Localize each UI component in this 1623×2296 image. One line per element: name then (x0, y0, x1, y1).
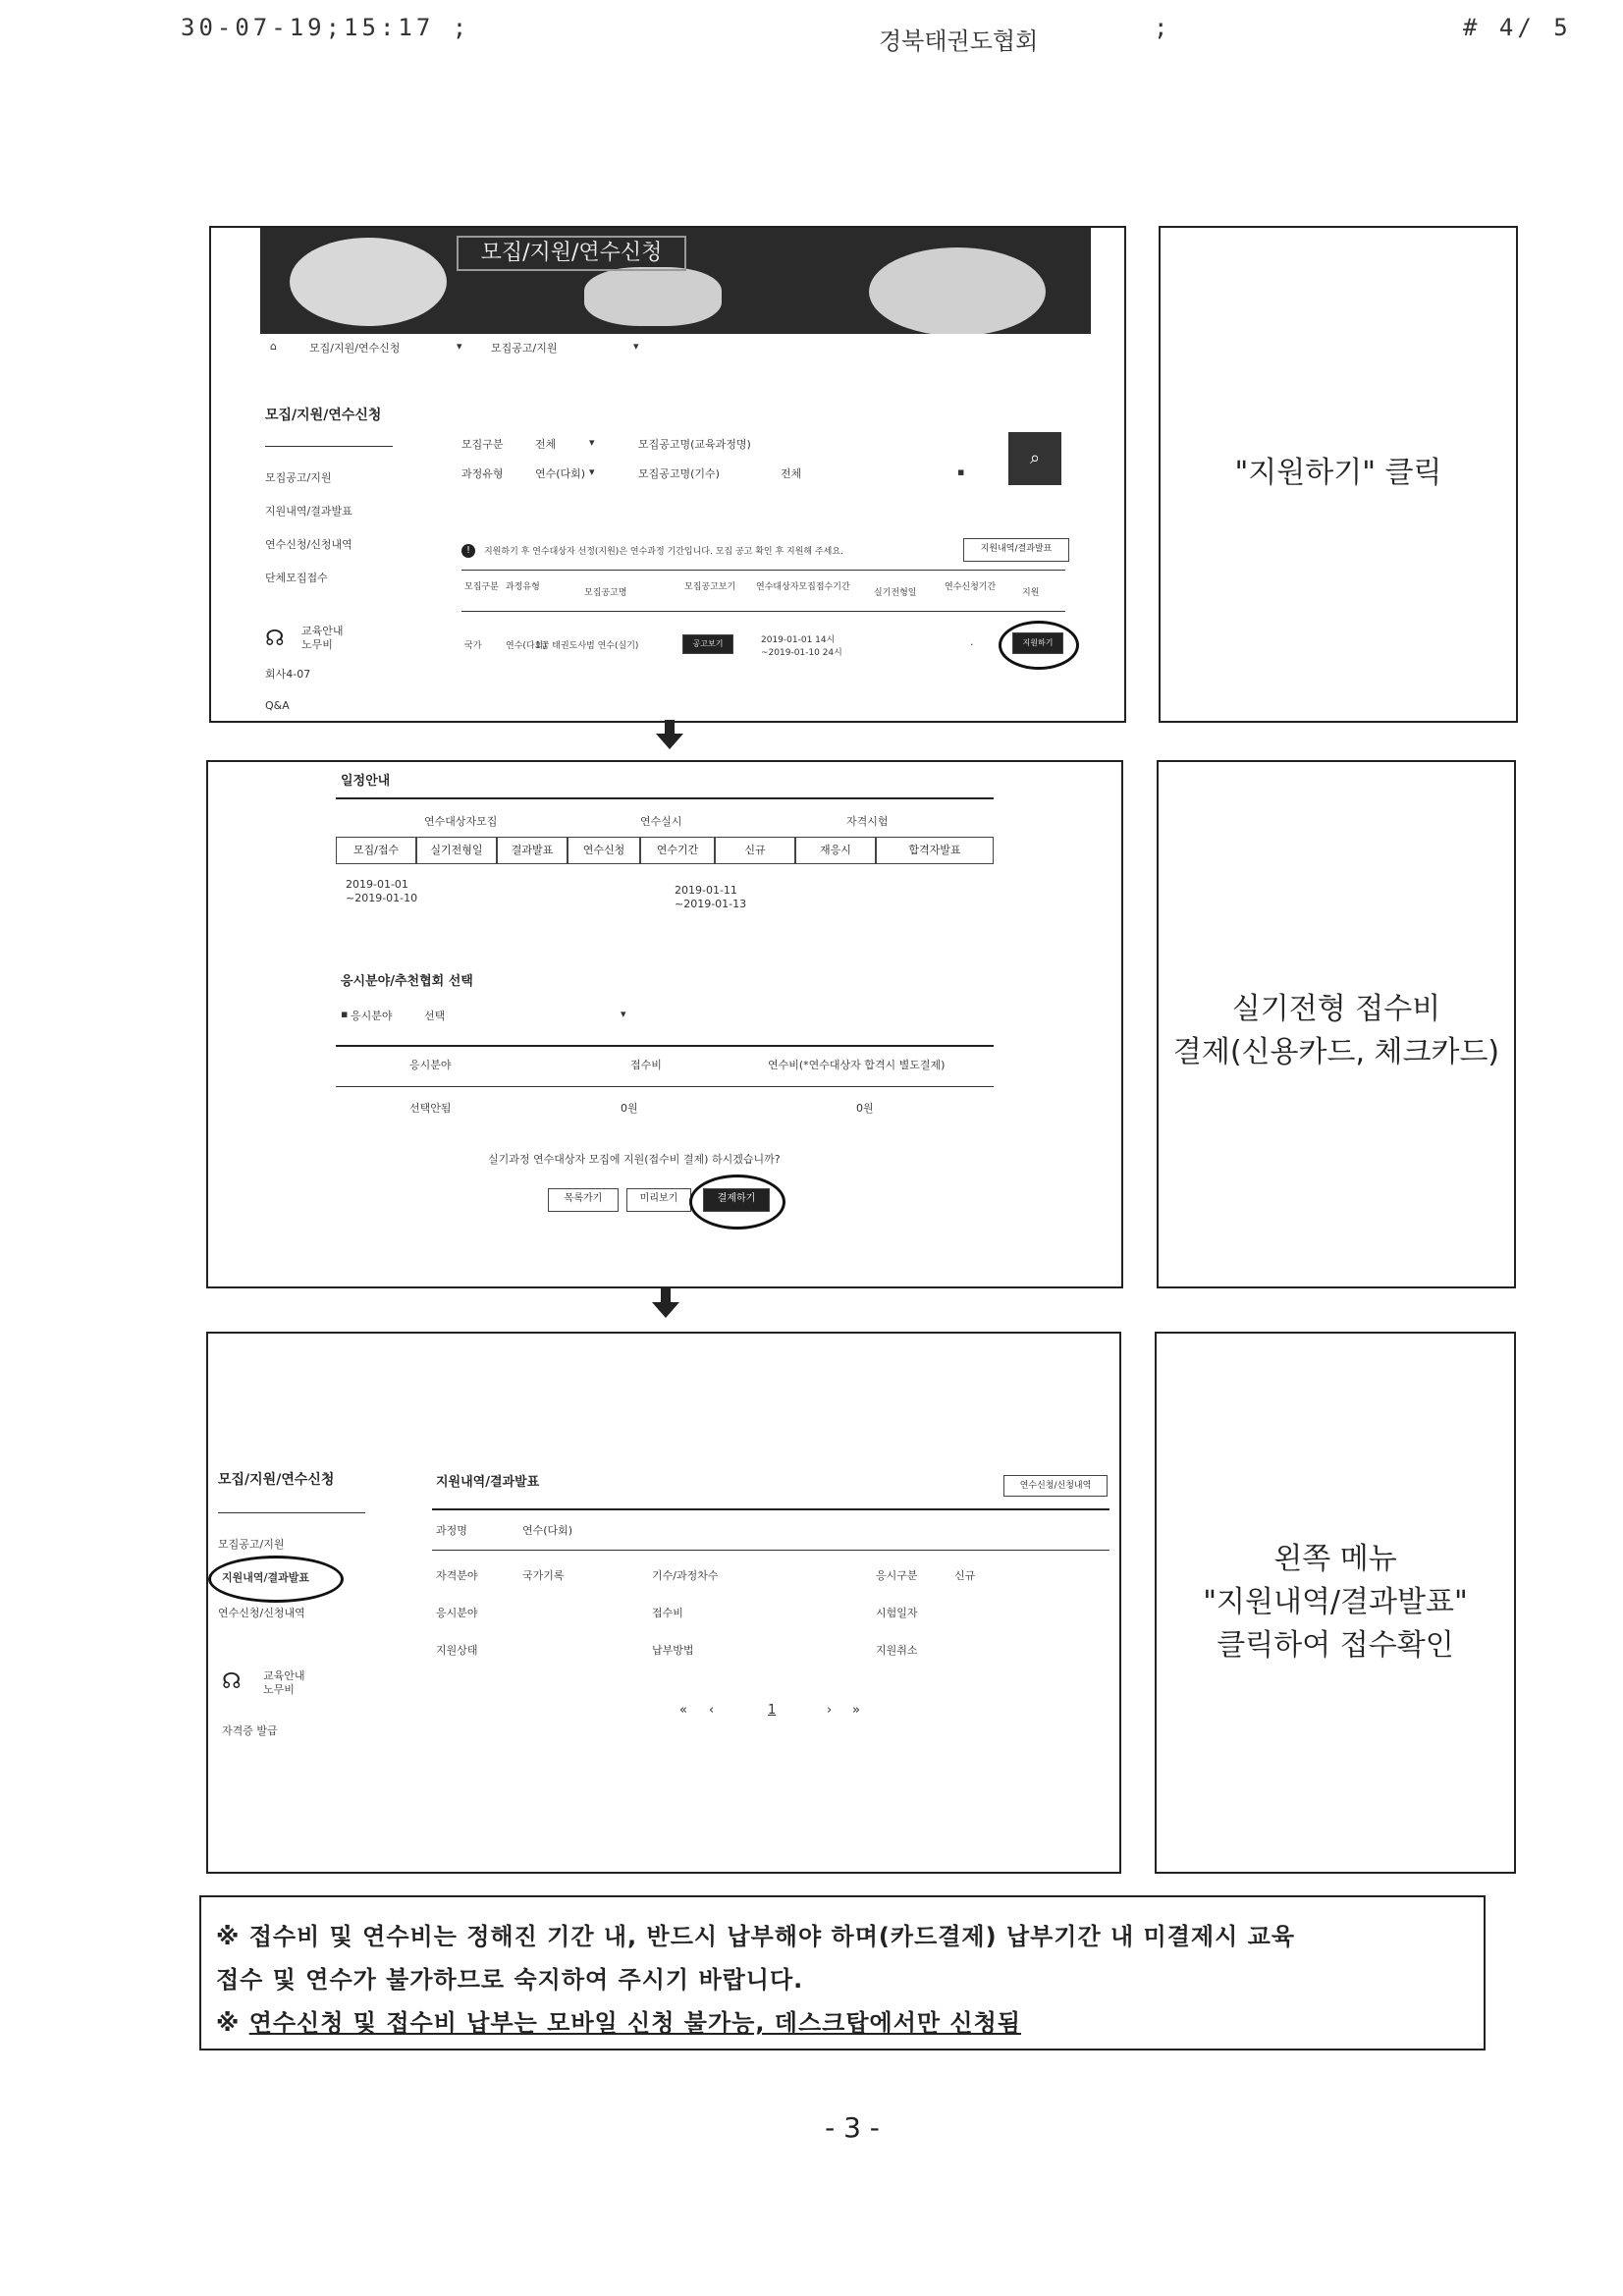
highlight-circle (689, 1175, 785, 1230)
fee-header-field: 응시분야 (409, 1059, 452, 1071)
date-b-start: 2019-01-11 (675, 884, 737, 897)
misc-line-1: 회사4-07 (265, 668, 311, 681)
row-type: 국가 (464, 641, 482, 651)
step1-caption: "지원하기" 클릭 (1234, 456, 1442, 490)
field-value: 신규 (954, 1569, 976, 1582)
down-arrow-icon (652, 1302, 679, 1318)
th-course: 과정유형 (506, 582, 540, 592)
info-notice: 지원하기 후 연수대상자 선정(지원)은 연수과정 기간입니다. 모집 공고 확인 후 지원해 주세요. (484, 547, 843, 557)
th-apply-period: 연수신청기간 (945, 582, 997, 592)
history-title: 지원내역/결과발표 (436, 1475, 540, 1490)
field-label: 자격분야 (436, 1569, 478, 1582)
side-title: 모집/지원/연수신청 (218, 1472, 335, 1488)
field-label: 지원상태 (436, 1644, 478, 1657)
filter-label-name: 모집공고명(교육과정명) (638, 438, 751, 451)
group-header-recruit: 연수대상자모집 (424, 815, 498, 828)
search-button[interactable] (1008, 432, 1061, 485)
step1-caption-box (1159, 226, 1518, 723)
filter-type-chevron-icon[interactable]: ▾ (589, 436, 595, 449)
preview-button[interactable]: 미리보기 (626, 1188, 691, 1212)
banner-image (260, 228, 1091, 334)
fax-sender: 경북태권도협회 (879, 27, 1039, 55)
group-header-exam: 자격시험 (846, 815, 889, 828)
step3-screenshot (206, 1332, 1121, 1874)
highlight-circle (999, 621, 1079, 670)
banner-title: 모집/지원/연수신청 (457, 236, 686, 271)
pager-first[interactable]: « (679, 1703, 687, 1718)
pager-page-1[interactable]: 1 (768, 1703, 777, 1718)
fax-separator: ; (1154, 14, 1172, 41)
notice-line-3: ※ 연수신청 및 접수비 납부는 모바일 신청 불가능, 데스크탑에서만 신청됨 (216, 2009, 1021, 2037)
list-button[interactable]: 목록가기 (548, 1188, 619, 1212)
sub-header-1: 모집/접수 (336, 837, 416, 864)
fee-row-training: 0원 (856, 1102, 874, 1115)
misc-line-2: Q&A (265, 699, 290, 712)
th-view: 모집공고보기 (684, 582, 736, 592)
row-name: 1급 태권도사범 연수(실기) (535, 641, 639, 651)
info-icon: ! (461, 544, 475, 558)
pager-last[interactable]: » (852, 1703, 860, 1718)
step2-caption-2: 결제(신용카드, 체크카드) (1172, 1035, 1500, 1069)
sub-header-2: 실기전형일 (416, 837, 497, 864)
notice-line-1: ※ 접수비 및 연수비는 정해진 기간 내, 반드시 납부해야 하며(카드결제) 납부기간 내 미결제시 교육 (216, 1923, 1295, 1950)
step2-screenshot: 일정안내 연수대상자모집 연수실시 자격시험 모집/접수 실기전형일 결과발표 연수신청 연수기간 신규 재응시 합격자발표 2019-01-01 ~2019-01-10 2019-01-11 ~2019-01-13 응시분야/추천협회 선택 ▪ 응시분야 선택 ▾ 응시분야 접수비 연수비(*연수대상자 합격시 별도결제) 선택안됨 0원 0원 실기과정 연수대상자 모집에 지원(접수비 결제) 하시겠습니까? 목록가기 미리보기 결제하기 (206, 760, 1123, 1288)
breadcrumb-sep: ▾ (457, 340, 462, 353)
select-chevron-icon[interactable]: ▾ (621, 1008, 626, 1020)
pager-next[interactable]: › (827, 1703, 833, 1718)
date-a-end: ~2019-01-10 (346, 892, 418, 904)
notice-line-2: 접수 및 연수가 불가하므로 숙지하여 주시기 바랍니다. (216, 1966, 804, 1994)
side-item-history[interactable]: 지원내역/결과발표 (265, 505, 352, 518)
pager-prev[interactable]: ‹ (709, 1703, 715, 1718)
apply-button[interactable]: 지원하기 (1012, 632, 1063, 654)
th-apply: 지원 (1022, 588, 1040, 598)
sub-header-6: 신규 (715, 837, 795, 864)
sub-header-3: 결과발표 (497, 837, 568, 864)
filter-select-type[interactable]: 전체 (535, 438, 557, 451)
headset-icon: ☊ (222, 1669, 242, 1694)
filter-select-round[interactable]: 전체 (781, 467, 802, 480)
highlight-circle (208, 1556, 344, 1603)
headset-icon: ☊ (265, 627, 285, 651)
confirm-question: 실기과정 연수대상자 모집에 지원(접수비 결제) 하시겠습니까? (488, 1153, 781, 1166)
side-item-history[interactable]: 지원내역/결과발표 (222, 1571, 310, 1584)
search-icon: ⌕ (1029, 448, 1041, 468)
view-notice-button[interactable]: 공고보기 (682, 634, 733, 654)
field-select[interactable]: 선택 (424, 1010, 446, 1022)
help-line-2: 노무비 (263, 1683, 295, 1696)
training-history-button[interactable]: 연수신청/신청내역 (1003, 1475, 1108, 1497)
page-number: - 3 - (825, 2111, 880, 2144)
select-label: 응시분야 (351, 1010, 393, 1022)
group-header-training: 연수실시 (640, 815, 682, 828)
fax-timestamp: 30-07-19;15:17 ; (181, 14, 471, 41)
date-b-end: ~2019-01-13 (675, 898, 747, 910)
schedule-title: 일정안내 (341, 774, 391, 789)
side-title: 모집/지원/연수신청 (265, 408, 382, 423)
field-value: 연수(다회) (522, 1524, 573, 1537)
side-item-group[interactable]: 단체모집접수 (265, 572, 328, 584)
history-button[interactable]: 지원내역/결과발표 (963, 538, 1069, 562)
th-type: 모집구분 (464, 582, 499, 592)
step2-caption-1: 실기전형 접수비 (1231, 992, 1441, 1026)
side-item-notice[interactable]: 모집공고/지원 (265, 471, 332, 484)
help-line-1: 교육안내 (263, 1669, 305, 1682)
breadcrumb-dropdown-icon[interactable]: ▾ (633, 340, 639, 353)
th-name: 모집공고명 (584, 588, 627, 598)
help-line-2: 노무비 (301, 638, 333, 651)
filter-course-chevron-icon[interactable]: ▾ (589, 465, 595, 478)
sub-header-5: 연수기간 (640, 837, 715, 864)
field-label: 접수비 (652, 1607, 683, 1619)
help-line-1: 교육안내 (301, 625, 344, 637)
step3-caption-1: 왼쪽 메뉴 (1273, 1542, 1397, 1576)
fee-header-training: 연수비(*연수대상자 합격시 별도결제) (768, 1059, 946, 1071)
row-period: 2019-01-01 14시 ~2019-01-10 24시 (761, 635, 842, 658)
filter-label-course: 과정유형 (461, 467, 504, 480)
side-item-training[interactable]: 연수신청/신청내역 (218, 1607, 305, 1619)
fee-header-fee: 접수비 (630, 1059, 662, 1071)
breadcrumb-1[interactable]: 모집/지원/연수신청 (309, 342, 401, 355)
step3-caption-box (1155, 1332, 1516, 1874)
th-exam: 실기전형일 (874, 588, 917, 598)
step3-caption-3: 클릭하여 접수확인 (1217, 1628, 1454, 1663)
step3-caption-2: "지원내역/결과발표" (1203, 1585, 1468, 1619)
field-label: 지원취소 (876, 1644, 918, 1657)
step1-screenshot: 모집/지원/연수신청 ⌂ 모집/지원/연수신청 ▾ 모집공고/지원 ▾ 모집/지원/연수신청 모집공고/지원 지원내역/결과발표 연수신청/신청내역 단체모집접수 ☊ 교육안내 노무비 회사4-07 Q&A 모집구분 전체 ▾ 모집공고명(교육과정명) 과정유형 연수(다회) ▾ 모집공고명(기수) 전체 ▪ ⌕ ! 지원하기 후 연수대상자 선정(지원)은 연수과정 기간입니다. 모집 공고 확인 후 지원해 주세요. 지원내역/결과발표 모집구분 과정유형 모집공고명 모집공고보기 연수대상자모집접수기간 실기전형일 연수신청기간 지원 국가 연수(다회) 1급 태권도사범 연수(실기) 공고보기 2019-01-01 14시 ~2019-01-10 24시 · 지원하기 (209, 226, 1126, 723)
filter-label-round: 모집공고명(기수) (638, 467, 720, 480)
field-label: 시험일자 (876, 1607, 918, 1619)
misc-line: 자격증 발급 (222, 1724, 278, 1737)
breadcrumb-2[interactable]: 모집공고/지원 (491, 342, 558, 355)
row-course: 연수(다회) (506, 641, 547, 651)
field-label: 과정명 (436, 1524, 467, 1537)
fax-page: # 4/ 5 (1463, 14, 1572, 41)
side-item-training[interactable]: 연수신청/신청내역 (265, 538, 352, 551)
sub-header-7: 재응시 (795, 837, 876, 864)
sub-header-8: 합격자발표 (876, 837, 994, 864)
filter-select-course[interactable]: 연수(다회) (535, 467, 586, 480)
filter-label-type: 모집구분 (461, 438, 504, 451)
field-label: 납부방법 (652, 1644, 694, 1657)
field-label: 응시분야 (436, 1607, 478, 1619)
step2-caption-box (1157, 760, 1516, 1288)
fee-row-fee: 0원 (621, 1102, 638, 1115)
sub-header-4: 연수신청 (568, 837, 640, 864)
date-a-start: 2019-01-01 (346, 878, 408, 891)
side-item-notice[interactable]: 모집공고/지원 (218, 1538, 285, 1551)
pay-button[interactable]: 결제하기 (703, 1188, 770, 1212)
field-label: 응시구분 (876, 1569, 918, 1582)
home-icon[interactable]: ⌂ (270, 340, 277, 353)
field-label: 기수/과정차수 (652, 1569, 719, 1582)
field-value: 국가기록 (522, 1569, 565, 1582)
down-arrow-icon (656, 734, 683, 749)
th-period: 연수대상자모집접수기간 (756, 582, 850, 592)
fee-row-field: 선택안됨 (409, 1102, 452, 1115)
select-title: 응시분야/추천협회 선택 (341, 974, 473, 989)
